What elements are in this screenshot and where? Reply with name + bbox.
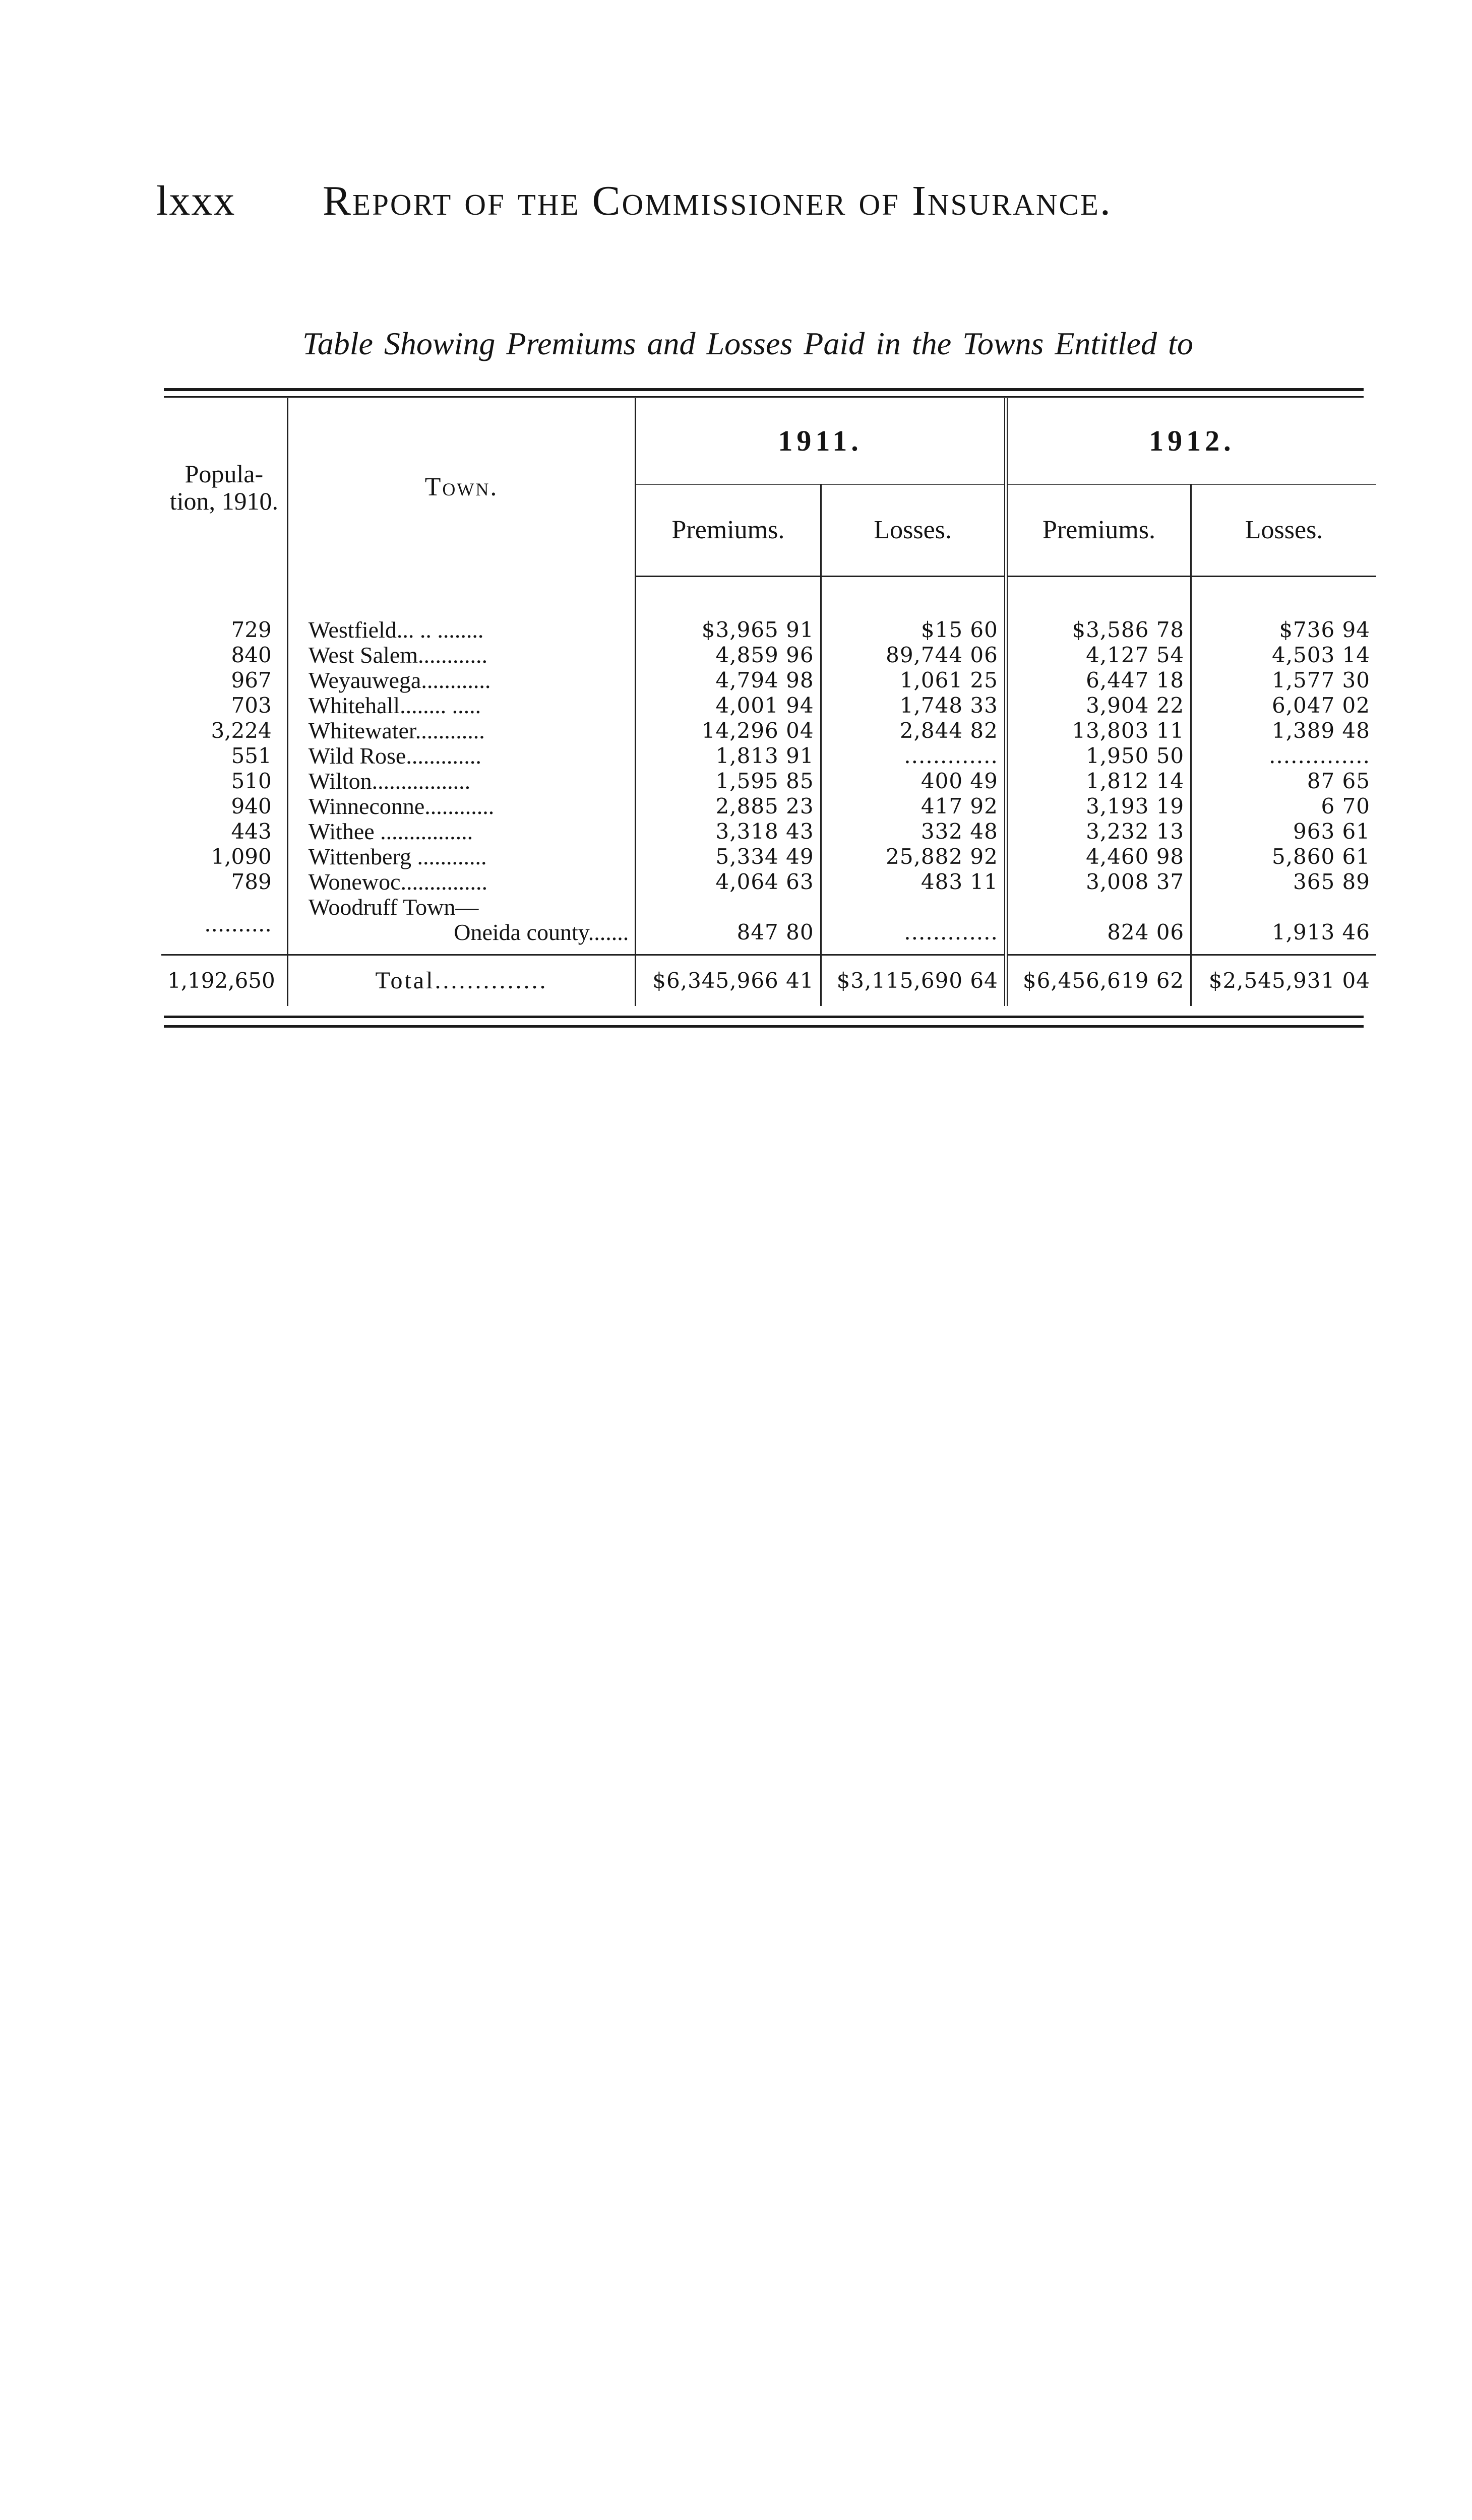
losses-1912-cell: $736 94 [1279, 617, 1370, 642]
page-number: lxxx [156, 177, 236, 224]
losses-1911-cell: 1,061 25 [821, 668, 1006, 693]
header-population [161, 398, 287, 577]
header-population-label: Popula- tion, 1910. [169, 459, 278, 515]
losses-1912-cell: .............. [1269, 743, 1370, 768]
table-row [161, 869, 1376, 895]
table-row [161, 819, 1376, 844]
table-row-woodruff-line1 [161, 895, 1376, 920]
town-cell: Wonewoc............... [287, 869, 636, 895]
bottom-double-rule [164, 1016, 1364, 1028]
premiums-losses-table [161, 398, 1376, 1006]
table-row [161, 693, 1376, 718]
town-cell: Wilton................. [287, 769, 636, 794]
premiums-1912-cell: 6,447 18 [1006, 668, 1191, 693]
premiums-1912-cell: 4,460 98 [1006, 844, 1191, 869]
town-cell: Wild Rose............. [287, 743, 636, 769]
table-row [161, 769, 1376, 794]
top-rule-thin [164, 396, 1364, 398]
town-cell: Whitehall........ ..... [287, 693, 636, 718]
premiums-1912-cell: 824 06 [1006, 895, 1191, 955]
header-1912-losses: Losses. [1191, 484, 1376, 577]
table-row [161, 844, 1376, 869]
table-row [161, 668, 1376, 693]
losses-1912-cell: 4,503 14 [1271, 643, 1370, 667]
premiums-losses-table-wrap [161, 398, 1376, 1006]
losses-1911-cell: 1,748 33 [821, 693, 1006, 718]
losses-1912-cell: 87 65 [1307, 769, 1370, 793]
premiums-1912-cell: 1,812 14 [1006, 769, 1191, 794]
total-population-cell: 1,192,650 [161, 955, 287, 1006]
town-cell: Withee ................ [287, 819, 636, 844]
table-row [161, 743, 1376, 769]
town-cell: Whitewater............ [287, 718, 636, 743]
premiums-1911-cell: $3,965 91 [636, 617, 821, 643]
table-caption: Table Showing Premiums and Losses Paid in the Towns Entitled to [302, 326, 1193, 361]
premiums-1911-cell: 14,296 04 [636, 718, 821, 743]
premiums-1911-cell: 4,001 94 [636, 693, 821, 718]
premiums-1911-cell: 3,318 43 [636, 819, 821, 844]
total-row [161, 955, 1376, 1006]
town-cell: Oneida county....... [287, 920, 636, 955]
top-rule [164, 388, 1364, 391]
losses-1911-cell: ............. [821, 895, 1006, 955]
losses-1912-cell: 6,047 02 [1271, 693, 1370, 718]
town-cell: Wittenberg ............ [287, 844, 636, 869]
total-premiums-1911-cell: $6,345,966 41 [636, 955, 821, 1006]
total-label-cell: Total.............. [287, 955, 636, 1006]
premiums-1912-cell: 13,803 11 [1006, 718, 1191, 743]
losses-1912-cell: 1,913 46 [1271, 920, 1370, 944]
population-cell: 967 [161, 668, 287, 693]
population-cell: 3,224 [161, 718, 287, 743]
losses-1911-cell: ............. [821, 743, 1006, 769]
losses-1912-cell: 6 70 [1321, 794, 1370, 818]
premiums-1912-cell: 3,193 19 [1006, 794, 1191, 819]
town-cell: Weyauwega............ [287, 668, 636, 693]
losses-1911-cell: 25,882 92 [821, 844, 1006, 869]
losses-1911-cell: 483 11 [821, 869, 1006, 895]
town-cell: Westfield... .. ........ [287, 617, 636, 643]
population-cell: 703 [161, 693, 287, 718]
population-cell: 551 [161, 743, 287, 769]
running-head: Report of the Commissioner of Insurance. [323, 177, 1112, 224]
premiums-1911-cell: 4,794 98 [636, 668, 821, 693]
losses-1911-cell: 2,844 82 [821, 718, 1006, 743]
population-dots: .......... [204, 912, 272, 936]
losses-1911-cell: 89,744 06 [821, 643, 1006, 668]
losses-1912-cell: 365 89 [1293, 869, 1370, 894]
table-row [161, 718, 1376, 743]
total-premiums-1912-cell: $6,456,619 62 [1006, 955, 1191, 1006]
premiums-1912-cell: 4,127 54 [1006, 643, 1191, 668]
premiums-1911-cell: 4,064 63 [636, 869, 821, 895]
premiums-1911-cell: 1,813 91 [636, 743, 821, 769]
premiums-1911-cell: 2,885 23 [636, 794, 821, 819]
population-cell: 840 [161, 643, 287, 668]
premiums-1912-cell: 3,008 37 [1006, 869, 1191, 895]
header-town-label: Town. [424, 472, 499, 501]
total-losses-1911-cell: $3,115,690 64 [821, 955, 1006, 1006]
losses-1911-cell: 332 48 [821, 819, 1006, 844]
premiums-1911-cell: 5,334 49 [636, 844, 821, 869]
premiums-1911-cell: 847 80 [636, 895, 821, 955]
table-row [161, 617, 1376, 643]
losses-1911-cell: 400 49 [821, 769, 1006, 794]
population-cell: 1,090 [161, 844, 287, 869]
losses-1911-cell: $15 60 [821, 617, 1006, 643]
losses-1912-cell: 963 61 [1293, 819, 1370, 844]
population-cell [161, 895, 287, 955]
town-cell: Winneconne............ [287, 794, 636, 819]
header-town [287, 398, 636, 577]
population-cell: 443 [161, 819, 287, 844]
town-cell: West Salem............ [287, 643, 636, 668]
population-cell: 729 [161, 617, 287, 643]
header-year-1911: 1911. [636, 398, 1006, 484]
losses-1912-cell: 1,577 30 [1271, 668, 1370, 692]
population-cell: 940 [161, 794, 287, 819]
table-row [161, 794, 1376, 819]
population-cell: 510 [161, 769, 287, 794]
losses-1912-cell: 5,860 61 [1271, 844, 1370, 869]
premiums-1912-cell: 3,904 22 [1006, 693, 1191, 718]
header-1911-losses: Losses. [821, 484, 1006, 577]
spacer-row [161, 577, 1376, 618]
losses-1911-cell: 417 92 [821, 794, 1006, 819]
total-losses-1912-cell: $2,545,931 04 [1191, 955, 1376, 1006]
header-year-1912: 1912. [1006, 398, 1376, 484]
header-1912-premiums: Premiums. [1006, 484, 1191, 577]
premiums-1911-cell: 1,595 85 [636, 769, 821, 794]
premiums-1911-cell: 4,859 96 [636, 643, 821, 668]
premiums-1912-cell: 1,950 50 [1006, 743, 1191, 769]
table-row [161, 643, 1376, 668]
premiums-1912-cell: $3,586 78 [1006, 617, 1191, 643]
town-cell: Woodruff Town— [287, 895, 636, 920]
population-cell: 789 [161, 869, 287, 895]
header-1911-premiums: Premiums. [636, 484, 821, 577]
premiums-1912-cell: 3,232 13 [1006, 819, 1191, 844]
losses-1912-cell: 1,389 48 [1271, 718, 1370, 743]
